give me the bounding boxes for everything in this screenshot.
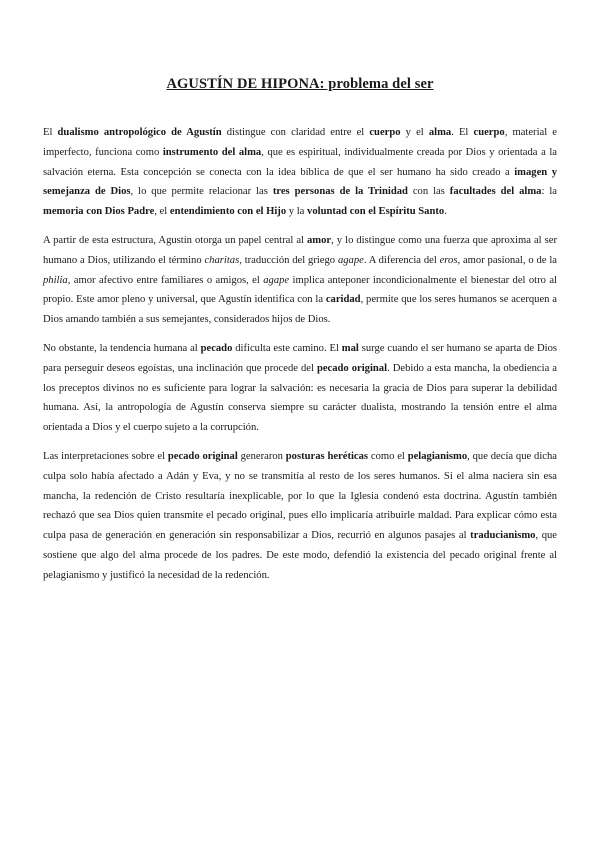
italic-term: philia: [43, 274, 68, 286]
bold-term: memoria con Dios Padre: [43, 206, 155, 218]
text-run: No obstante, la tendencia humana al: [43, 342, 201, 354]
text-run: , el: [154, 206, 170, 218]
text-run: El: [43, 127, 58, 138]
text-run: surge cuando el ser humano se aparta de Dios para perseguir deseos egoístas, una inclinación que procede del: [43, 342, 557, 374]
text-run: , amor afectivo entre familiares o amigos, el: [67, 274, 264, 286]
bold-term: tres personas de la Trinidad: [272, 186, 408, 198]
bold-term: alma: [428, 127, 452, 138]
text-run: . El: [451, 127, 474, 138]
page-title: AGUSTÍN DE HIPONA: problema del ser: [166, 76, 434, 92]
text-run: , amor pasional, o de la: [457, 254, 557, 266]
paragraph-4: [43, 447, 557, 586]
text-run: distingue con claridad entre el: [221, 127, 370, 138]
text-run: , permite que los seres humanos se acerquen a Dios amando también a sus semejantes, considerados hijos de Dios.: [43, 294, 557, 326]
text-run: , traducción del griego: [239, 254, 338, 266]
italic-term: charitas: [204, 254, 240, 266]
text-run: generaron: [237, 450, 286, 462]
italic-term: eros: [439, 254, 458, 266]
paragraph-3: [43, 339, 557, 438]
paragraph-2: [43, 231, 557, 330]
text-run: , que es espiritual, individualmente creada por Dios y orientada a la salvación eterna. Esta concepción se conecta con la idea bíblica de que el ser humano ha sido creado a: [43, 146, 557, 178]
text-run: dificulta este camino. El: [232, 342, 342, 354]
text-run: A partir de esta estructura, Agustín otorga un papel central al: [43, 234, 307, 246]
bold-term: cuerpo: [369, 127, 401, 138]
italic-term: agape: [263, 274, 290, 286]
bold-term: pecado original: [316, 362, 388, 374]
bold-term: pecado original: [167, 450, 238, 462]
paragraph-1: [43, 123, 557, 222]
bold-term: pecado: [200, 342, 233, 354]
text-run: , y lo distingue como una fuerza que aproxima al ser humano a Dios, utilizando el término: [43, 234, 557, 266]
document-body: [43, 123, 557, 586]
bold-term: cuerpo: [473, 127, 505, 138]
text-run: , que sostiene que algo del alma procede de los padres. De este modo, defendió la existencia del pecado original frente al pelagianismo y justificó la necesidad de la redención.: [43, 530, 558, 581]
bold-term: amor: [307, 234, 332, 246]
bold-term: caridad: [325, 294, 361, 306]
text-run: como el: [368, 450, 408, 462]
italic-term: agape: [337, 254, 364, 266]
bold-term: imagen y semejanza de Dios: [43, 166, 557, 198]
bold-term: posturas heréticas: [285, 450, 369, 462]
text-run: . Debido a esta mancha, la obediencia a los preceptos divinos no es suficiente para lograr la salvación: es necesaria la gracia de Dios para superar la debilidad humana. Así, la antropología de Agustín conserva siempre su carácter dualista, mostrando la tensión entre el alma orientada a Dios y el cuerpo sujeto a la corrupción.: [43, 362, 557, 434]
text-run: . A diferencia del: [363, 254, 440, 266]
text-run: Las interpretaciones sobre el: [43, 450, 168, 462]
text-run: implica anteponer incondicionalmente el bienestar del otro al propio. Este amor pleno y universal, que Agustín identifica con la: [43, 274, 557, 306]
text-run: con las: [407, 186, 450, 198]
text-run: , que decía que dicha culpa solo había afectado a Adán y Eva, y no se transmitía al resto de los seres humanos. Si el alma naciera sin esa mancha, la redención de Cristo resultaría inexplicable, por lo que la Iglesia condenó esta doctrina. Agustín también rechazó que sea Dios quien transmite el pecado original, pues ello implicaría atribuirle maldad. Para explicar cómo esta culpa pasa de generación en generación sin responsabilizar a Dios, recurrió en algunos pasajes al: [43, 450, 557, 542]
text-run: .: [444, 206, 447, 218]
bold-term: voluntad con el Espíritu Santo: [307, 206, 445, 218]
text-run: y la: [286, 206, 308, 218]
text-run: , lo que permite relacionar las: [130, 186, 273, 198]
bold-term: facultades del alma: [449, 186, 542, 198]
bold-term: mal: [341, 342, 359, 354]
text-run: , material e imperfecto, funciona como: [43, 127, 557, 158]
bold-term: dualismo antropológico de Agustín: [57, 127, 222, 138]
bold-term: traducianismo: [470, 530, 536, 542]
bold-term: instrumento del alma: [162, 146, 262, 158]
text-run: y el: [400, 127, 429, 138]
bold-term: entendimiento con el Hijo: [169, 206, 287, 218]
bold-term: pelagianismo: [407, 450, 468, 462]
text-run: : la: [541, 186, 557, 198]
